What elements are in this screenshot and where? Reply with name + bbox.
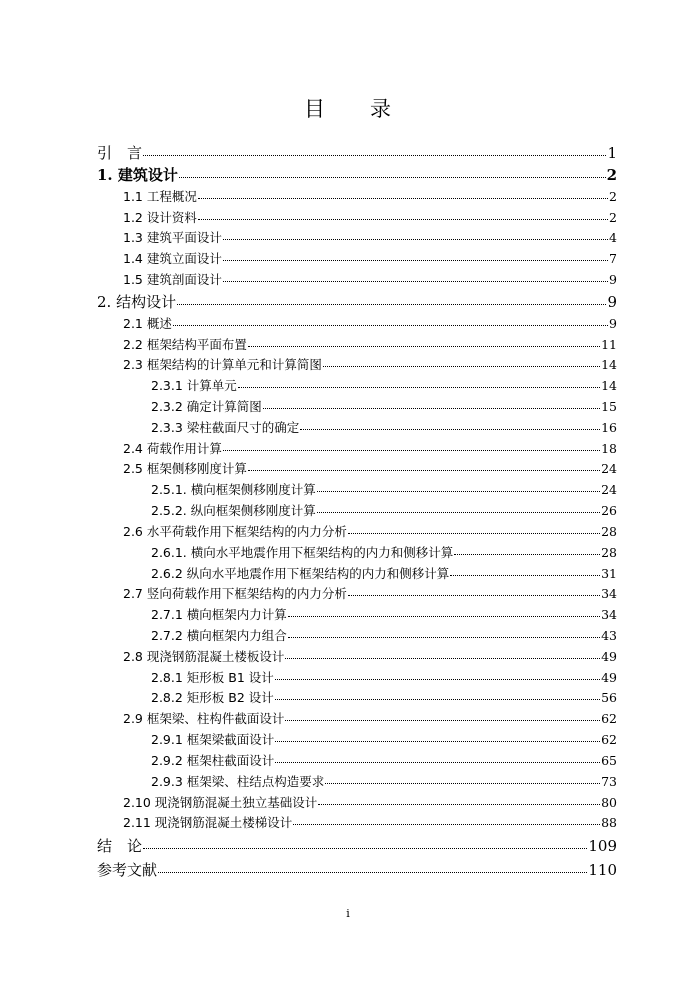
toc-entry-2-5[interactable] (123, 459, 617, 477)
toc-label: 2.6.2 纵向水平地震作用下框架结构的内力和侧移计算 (151, 566, 450, 581)
toc-page: 109 (588, 837, 617, 855)
toc-page: 110 (588, 861, 617, 879)
toc-entry-2-9-1[interactable] (151, 730, 617, 748)
toc-entry-2-7-1[interactable] (151, 605, 617, 623)
leader-dots (238, 380, 600, 388)
leader-dots (158, 864, 587, 873)
toc-label: 2.8 现浇钢筋混凝土楼板设计 (123, 649, 285, 664)
toc-page: 28 (601, 545, 617, 560)
toc-label: 2.3.3 梁柱截面尺寸的确定 (151, 420, 300, 435)
toc-entry-2-8-1[interactable] (151, 668, 617, 686)
toc-page: 28 (601, 524, 617, 539)
leader-dots (223, 443, 600, 451)
toc-entry-intro[interactable] (97, 142, 617, 163)
toc-label: 2.4 荷载作用计算 (123, 441, 222, 456)
leader-dots (143, 840, 587, 849)
toc-page: 1 (607, 144, 617, 162)
toc-page: 34 (601, 586, 617, 601)
toc-page: 24 (601, 482, 617, 497)
toc-label: 2.3.1 计算单元 (151, 378, 237, 393)
toc-label: 2.9 框架梁、柱构件截面设计 (123, 711, 285, 726)
toc-page: 49 (601, 670, 617, 685)
toc-entry-2-2[interactable] (123, 335, 617, 353)
toc-page: 80 (601, 795, 617, 810)
toc-entry-2-6-1[interactable] (151, 543, 617, 561)
leader-dots (317, 505, 600, 513)
leader-dots (223, 274, 608, 282)
toc-entry-2-8-2[interactable] (151, 688, 617, 706)
toc-entry-2-5-2[interactable] (151, 501, 617, 519)
toc-label: 引 言 (97, 144, 143, 162)
toc-page: 34 (601, 607, 617, 622)
toc-page: 7 (609, 251, 617, 266)
leader-dots (275, 692, 600, 700)
toc-label: 2.5.1. 横向框架侧移刚度计算 (151, 482, 316, 497)
toc-entry-2-7[interactable] (123, 584, 617, 602)
leader-dots (223, 232, 608, 240)
toc-label: 2.10 现浇钢筋混凝土独立基础设计 (123, 795, 318, 810)
leader-dots (323, 359, 600, 367)
leader-dots (300, 422, 600, 430)
toc-page: 62 (601, 711, 617, 726)
title-char-1: 目 (304, 97, 326, 121)
toc-entry-1-2[interactable] (123, 208, 617, 226)
toc-page: 88 (601, 815, 617, 830)
toc-entry-1[interactable] (97, 164, 617, 185)
leader-dots (325, 776, 600, 784)
leader-dots (454, 547, 600, 555)
toc-label: 1.3 建筑平面设计 (123, 230, 222, 245)
toc-label: 2.7.2 横向框架内力组合 (151, 628, 287, 643)
leader-dots (223, 253, 608, 261)
toc-label: 2.1 概述 (123, 316, 172, 331)
toc-page: 31 (601, 566, 617, 581)
toc-label: 1.1 工程概况 (123, 189, 197, 204)
leader-dots (285, 713, 600, 721)
toc-entry-2-11[interactable] (123, 813, 617, 831)
toc-page: 24 (601, 461, 617, 476)
toc-entry-2-3[interactable] (123, 355, 617, 373)
toc-label: 2.6 水平荷载作用下框架结构的内力分析 (123, 524, 347, 539)
leader-dots (318, 797, 600, 805)
toc-page: 9 (609, 316, 617, 331)
toc-entry-2-3-1[interactable] (151, 376, 617, 394)
toc-entry-2-3-3[interactable] (151, 418, 617, 436)
page-title (0, 93, 696, 123)
toc-entry-2-8[interactable] (123, 647, 617, 665)
leader-dots (248, 339, 600, 347)
toc-page: 56 (601, 690, 617, 705)
leader-dots (198, 212, 608, 220)
toc-label: 2.8.2 矩形板 B2 设计 (151, 690, 274, 705)
leader-dots (248, 463, 600, 471)
toc-entry-2-5-1[interactable] (151, 480, 617, 498)
toc-entry-2-9-3[interactable] (151, 772, 617, 790)
toc-page: 15 (601, 399, 617, 414)
page-number: i (346, 907, 350, 920)
toc-label: 2.5.2. 纵向框架侧移刚度计算 (151, 503, 316, 518)
toc-entry-references[interactable] (97, 859, 617, 880)
toc-label: 2.11 现浇钢筋混凝土楼梯设计 (123, 815, 293, 830)
toc-page: 14 (601, 357, 617, 372)
toc-entry-2[interactable] (97, 291, 617, 312)
toc-page: 9 (607, 293, 617, 311)
toc-label: 2.6.1. 横向水平地震作用下框架结构的内力和侧移计算 (151, 545, 454, 560)
toc-label: 2.3.2 确定计算简图 (151, 399, 262, 414)
toc-page: 26 (601, 503, 617, 518)
toc-entry-1-1[interactable] (123, 187, 617, 205)
leader-dots (348, 588, 600, 596)
leader-dots (179, 169, 606, 178)
toc-entry-2-6-2[interactable] (151, 564, 617, 582)
toc-label: 2.5 框架侧移刚度计算 (123, 461, 247, 476)
leader-dots (288, 609, 600, 617)
leader-dots (198, 191, 608, 199)
leader-dots (275, 734, 600, 742)
toc-page: 65 (601, 753, 617, 768)
toc-label: 2.9.2 框架柱截面设计 (151, 753, 275, 768)
leader-dots (293, 817, 600, 825)
toc-label: 2.2 框架结构平面布置 (123, 337, 247, 352)
leader-dots (263, 401, 600, 409)
toc-page: 2 (606, 166, 617, 184)
toc-entry-2-6[interactable] (123, 522, 617, 540)
toc-page: 14 (601, 378, 617, 393)
leader-dots (275, 755, 600, 763)
toc-page: 73 (601, 774, 617, 789)
toc-entry-2-9-2[interactable] (151, 751, 617, 769)
toc-label: 参考文献 (97, 861, 158, 879)
toc-label: 2.9.3 框架梁、柱结点构造要求 (151, 774, 325, 789)
leader-dots (450, 568, 600, 576)
toc-page: 16 (601, 420, 617, 435)
leader-dots (275, 672, 600, 680)
toc-entry-conclusion[interactable] (97, 835, 617, 856)
toc-entry-2-10[interactable] (123, 793, 617, 811)
toc-label: 2.3 框架结构的计算单元和计算简图 (123, 357, 322, 372)
toc-label: 1. 建筑设计 (97, 166, 178, 184)
leader-dots (285, 651, 600, 659)
toc-label: 1.2 设计资料 (123, 210, 197, 225)
toc-page: 11 (601, 337, 617, 352)
toc-entry-2-3-2[interactable] (151, 397, 617, 415)
toc-page: 2 (609, 210, 617, 225)
title-char-2: 录 (370, 97, 392, 121)
toc-entry-2-4[interactable] (123, 439, 617, 457)
toc-page: 18 (601, 441, 617, 456)
toc-label: 2.9.1 框架梁截面设计 (151, 732, 275, 747)
toc-page: 62 (601, 732, 617, 747)
toc-entry-2-9[interactable] (123, 709, 617, 727)
leader-dots (288, 630, 600, 638)
toc-page: 43 (601, 628, 617, 643)
toc-label: 2.7.1 横向框架内力计算 (151, 607, 287, 622)
toc-label: 2.8.1 矩形板 B1 设计 (151, 670, 274, 685)
leader-dots (143, 147, 606, 156)
toc-page: 2 (609, 189, 617, 204)
toc-entry-2-7-2[interactable] (151, 626, 617, 644)
toc-entry-2-1[interactable] (123, 314, 617, 332)
toc-page: 49 (601, 649, 617, 664)
leader-dots (348, 526, 600, 534)
toc-entry-1-4[interactable] (123, 249, 617, 267)
toc-page: 9 (609, 272, 617, 287)
toc-label: 1.5 建筑剖面设计 (123, 272, 222, 287)
leader-dots (173, 318, 608, 326)
toc-label: 2. 结构设计 (97, 293, 177, 311)
toc-label: 结 论 (97, 837, 143, 855)
toc-entry-1-5[interactable] (123, 270, 617, 288)
toc-label: 2.7 竖向荷载作用下框架结构的内力分析 (123, 586, 347, 601)
leader-dots (177, 296, 606, 305)
toc-entry-1-3[interactable] (123, 228, 617, 246)
leader-dots (317, 484, 600, 492)
toc-label: 1.4 建筑立面设计 (123, 251, 222, 266)
toc-page: 4 (609, 230, 617, 245)
